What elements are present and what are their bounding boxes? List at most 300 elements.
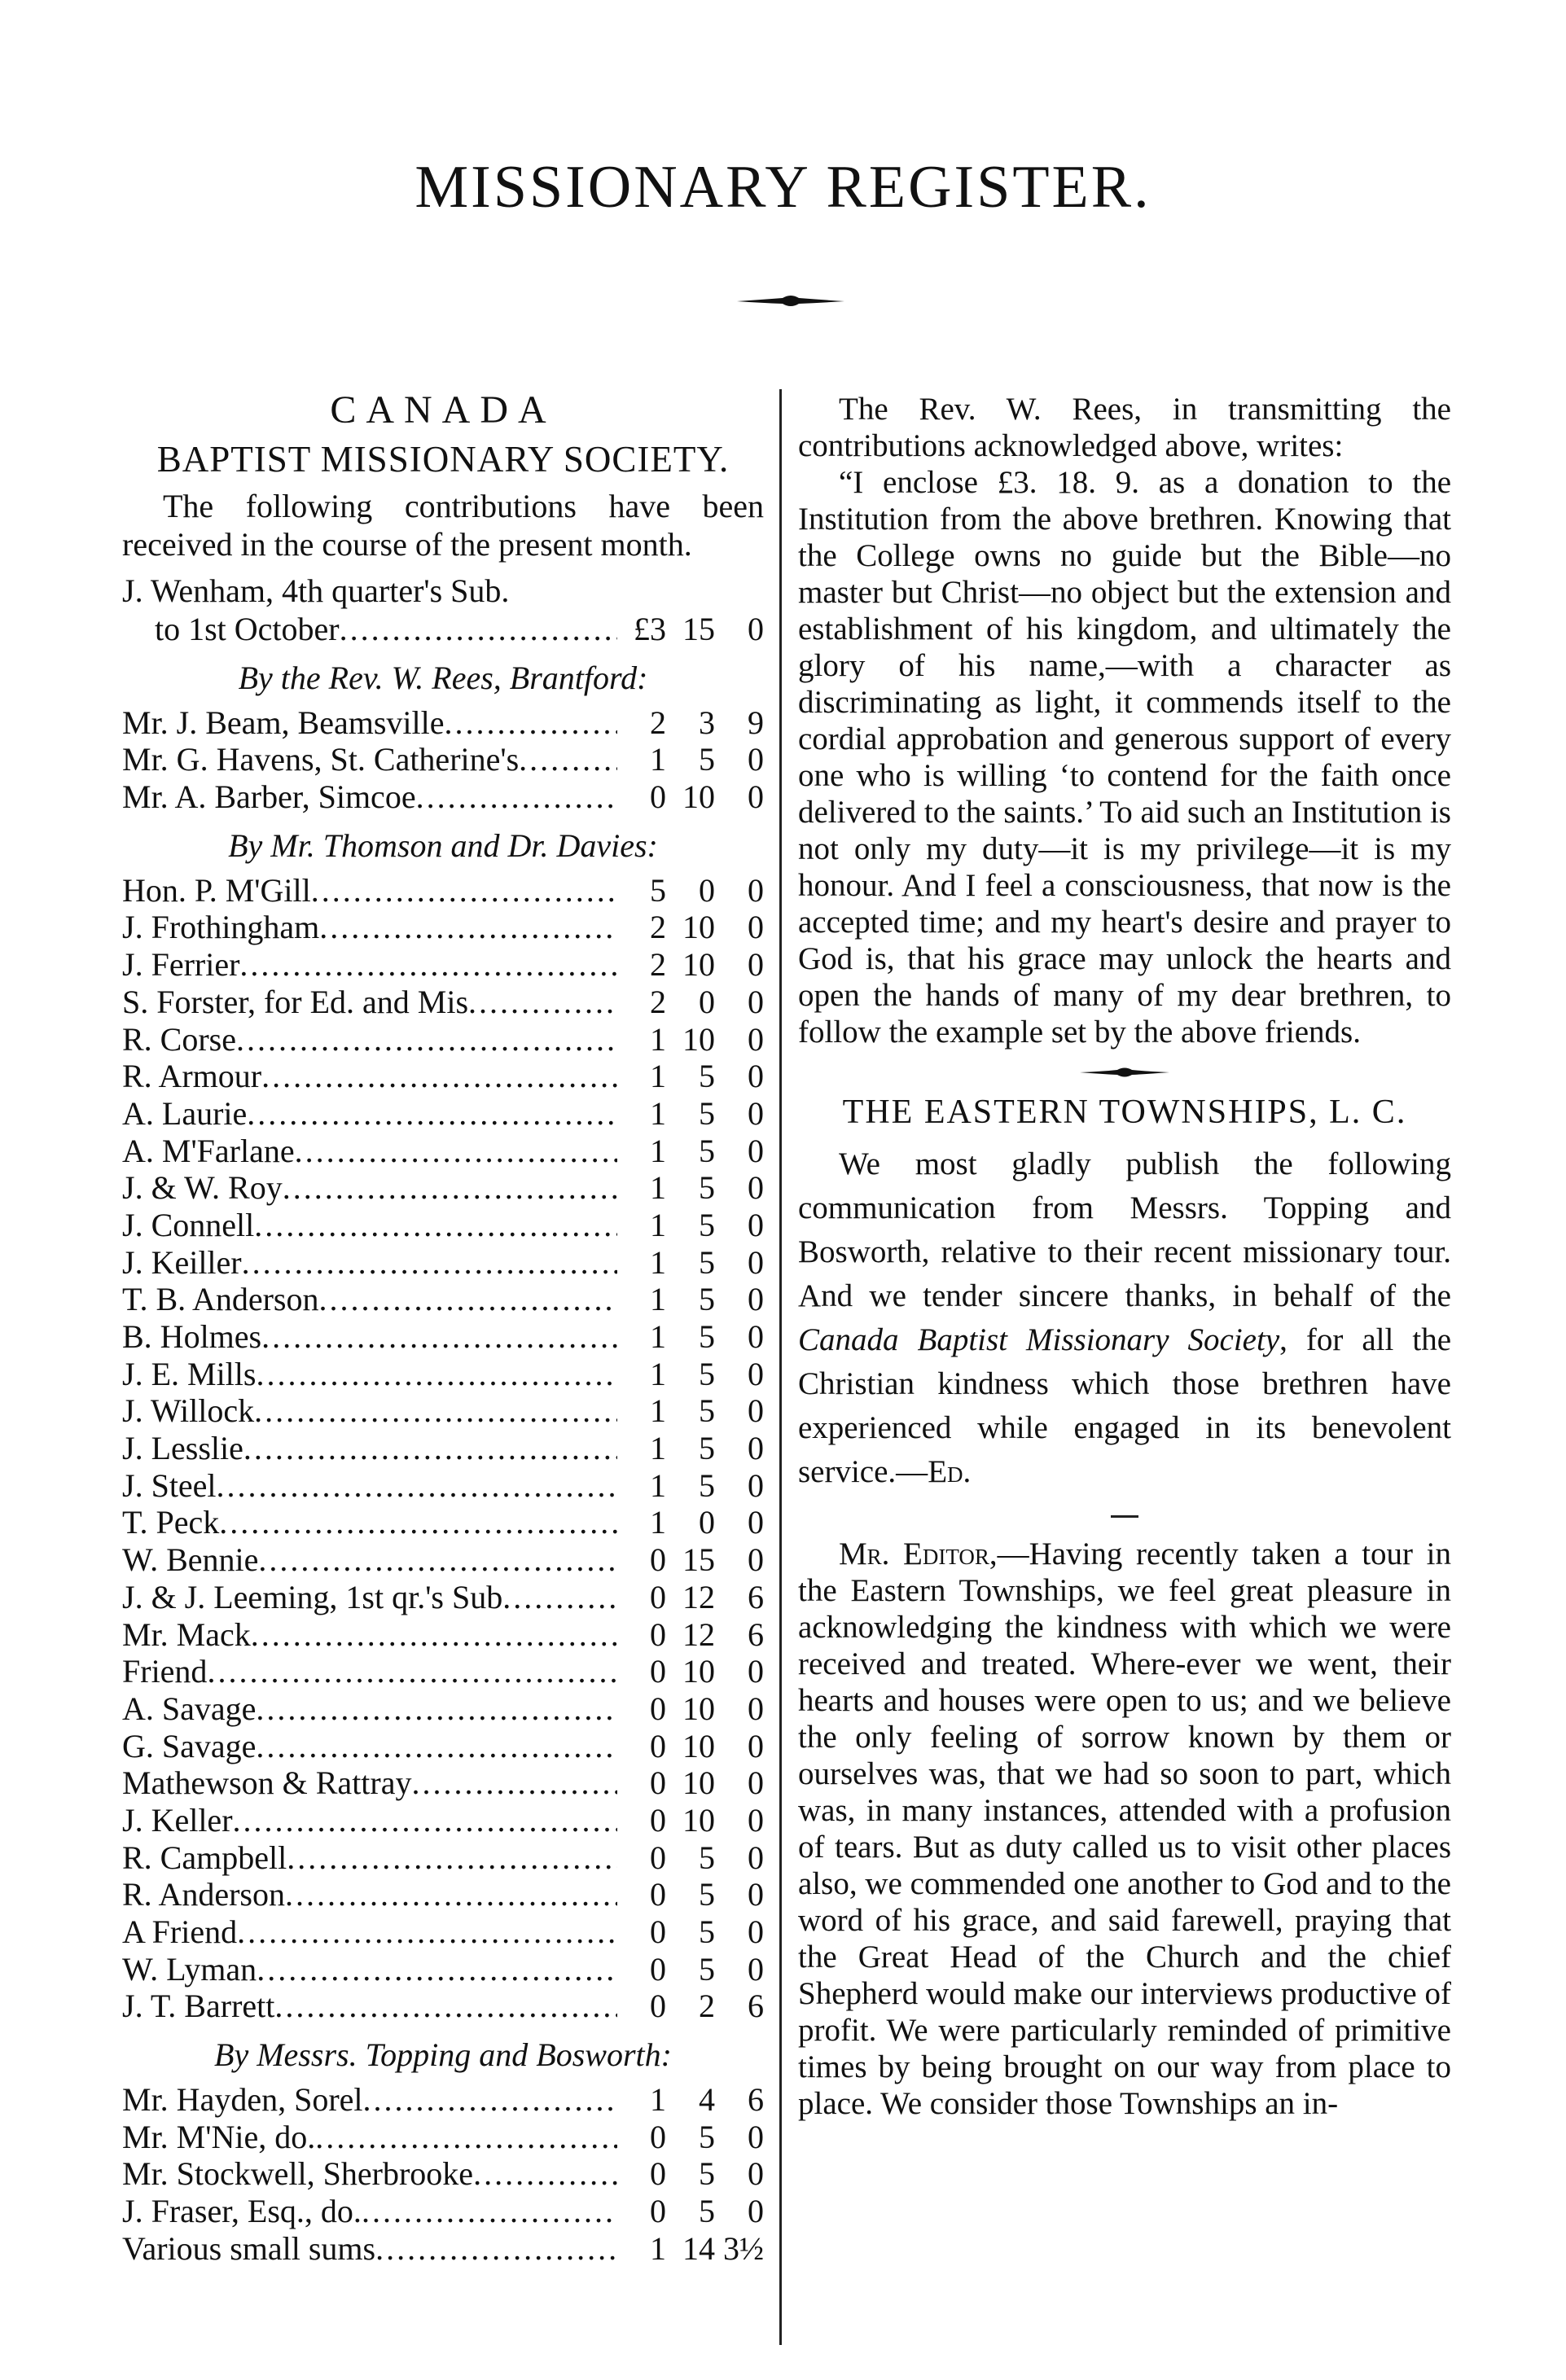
entry-amount	[617, 1950, 764, 1988]
entry-name: Hon. P. M'Gill	[122, 871, 311, 909]
entry-name: J. T. Barrett	[122, 1988, 275, 2025]
amount-pounds: 1	[650, 741, 666, 778]
ledger-row	[122, 1615, 764, 1653]
amount-pounds: 2	[650, 909, 666, 946]
entry-name: R. Corse	[122, 1020, 236, 1058]
leader-dots	[473, 2154, 617, 2193]
amount-pounds: 1	[650, 1094, 666, 1132]
editor-sign: Ed.	[928, 1454, 972, 1489]
entry-name: R. Campbell	[122, 1839, 287, 1876]
leader-dots	[258, 1541, 617, 1579]
leader-dots	[362, 2192, 617, 2230]
amount-shillings: 12	[682, 1615, 715, 1653]
amount-pence: 0	[748, 2155, 764, 2193]
leader-dots	[283, 1168, 617, 1207]
ledger-row	[122, 1987, 764, 2024]
entry-amount	[617, 2229, 764, 2268]
leader-dots	[251, 1615, 617, 1654]
leader-dots	[207, 1652, 617, 1690]
amount-pence: 6	[748, 2081, 764, 2119]
leader-dots	[257, 1950, 617, 1988]
entry-name: Friend	[122, 1653, 208, 1690]
ledger-row	[122, 2118, 764, 2155]
amount-pence: 0	[748, 2118, 764, 2155]
amount-pounds: 0	[650, 1727, 666, 1764]
amount-pence: 0	[748, 1392, 764, 1430]
entry-name: B. Holmes	[122, 1318, 262, 1355]
entry-amount	[617, 1466, 764, 1505]
ledger-row	[122, 1950, 764, 1988]
entry-name: W. Lyman	[122, 1950, 257, 1988]
amount-pence: 0	[748, 741, 764, 778]
amount-pence: 0	[748, 1430, 764, 1467]
leader-dots	[236, 1020, 617, 1059]
amount-pence: 0	[748, 778, 764, 816]
amount-shillings: 10	[682, 1764, 715, 1802]
amount-pence: 0	[748, 1132, 764, 1169]
amount-pounds: 1	[650, 1392, 666, 1430]
entry-amount	[617, 2154, 764, 2193]
amount-pence: 0	[748, 871, 764, 909]
amount-pounds: 1	[650, 1466, 666, 1504]
amount-pence: 6	[748, 1615, 764, 1653]
entry-name: R. Anderson	[122, 1876, 285, 1913]
amount-pence: 0	[748, 1281, 764, 1318]
amount-pence: 0	[748, 2193, 764, 2230]
amount-pence: 6	[748, 1988, 764, 2025]
amount-shillings: 10	[682, 946, 715, 984]
amount-pounds: 0	[650, 1839, 666, 1876]
group-heading-topping: By Messrs. Topping and Bosworth:	[214, 2036, 672, 2074]
amount-shillings: 5	[699, 1392, 715, 1430]
leader-dots	[256, 1690, 617, 1728]
intro-paragraph: The following contributions have been received in the course of the present month.	[122, 488, 764, 563]
entry-name: to 1st October	[155, 611, 340, 647]
entry-name: J. Ferrier	[122, 946, 240, 984]
amount-shillings: 4	[699, 2081, 715, 2119]
amount-pence: 0	[748, 1318, 764, 1355]
amount-pounds: 1	[650, 1243, 666, 1281]
leader-dots	[416, 778, 617, 816]
amount-shillings: 5	[699, 1950, 715, 1988]
entry-amount	[617, 1057, 764, 1095]
amount-pounds: 0	[650, 2118, 666, 2155]
amount-pounds: 0	[650, 1690, 666, 1727]
leader-dots	[247, 1094, 617, 1133]
entry-name: Various small sums	[122, 2229, 376, 2267]
entry-amount	[617, 1839, 764, 1877]
ledger-row	[122, 1355, 764, 1392]
amount-shillings: 5	[699, 1243, 715, 1281]
amount-pence: 0	[748, 1504, 764, 1541]
entry-amount	[617, 1094, 764, 1133]
amount-pence: 0	[748, 1801, 764, 1839]
amount-pence: 0	[748, 1690, 764, 1727]
leader-dots	[287, 1839, 617, 1877]
amount-pounds: 1	[650, 1318, 666, 1355]
amount-shillings: 5	[699, 1094, 715, 1132]
leader-dots	[243, 1429, 617, 1467]
amount-pence: 0	[748, 1020, 764, 1058]
leader-dots	[318, 1280, 617, 1318]
amount-pence: 0	[748, 1094, 764, 1132]
group-topping-list	[122, 2080, 764, 2266]
ledger-row	[122, 2154, 764, 2192]
ledger-row	[122, 1503, 764, 1541]
entry-name: J. Willock	[122, 1392, 255, 1430]
leader-dots	[519, 740, 617, 778]
heading-canada: CANADA	[330, 388, 556, 432]
amount-pounds: 0	[650, 1541, 666, 1579]
amount-shillings: 5	[699, 1355, 715, 1392]
ledger-row	[122, 1094, 764, 1132]
entry-name: J. Lesslie	[122, 1430, 243, 1467]
amount-pence: 0	[748, 946, 764, 984]
entry-amount	[617, 1280, 764, 1318]
amount-pence: 0	[748, 1541, 764, 1579]
ledger-row	[122, 610, 764, 647]
entry-name: A. Savage	[122, 1690, 257, 1727]
ledger-row	[122, 1317, 764, 1355]
entry-name: Mathewson & Rattray	[122, 1764, 412, 1802]
entry-amount	[617, 1429, 764, 1467]
entry-name: S. Forster, for Ed. and Mis	[122, 983, 469, 1020]
amount-pence: 0	[748, 1727, 764, 1764]
amount-pence: 0	[748, 909, 764, 946]
amount-shillings: 5	[699, 1132, 715, 1169]
leader-dots	[233, 1801, 617, 1839]
entry-amount	[617, 1503, 764, 1541]
ledger-row	[122, 908, 764, 945]
entry-name: W. Bennie	[122, 1541, 259, 1579]
entry-amount	[617, 778, 764, 816]
amount-shillings: 5	[699, 2193, 715, 2230]
entry-amount	[617, 1392, 764, 1430]
eastern-text-b: , for all the Christian kindness which those brethren have experienced while engaged in its benevolent service.—	[798, 1322, 1451, 1489]
ledger-row	[122, 1690, 764, 1727]
amount-pounds: 1	[650, 2229, 666, 2267]
leader-dots	[340, 610, 617, 648]
amount-shillings: 10	[682, 1727, 715, 1764]
amount-pence: 0	[748, 1466, 764, 1504]
entry-name: T. B. Anderson	[122, 1281, 319, 1318]
amount-shillings: 5	[699, 2155, 715, 2193]
entry-amount	[617, 1317, 764, 1356]
amount-shillings: 12	[682, 1578, 715, 1615]
amount-shillings: 10	[682, 778, 715, 816]
entry-name: R. Armour	[122, 1058, 262, 1095]
amount-pounds: 0	[650, 1913, 666, 1950]
amount-pence: 0	[748, 1169, 764, 1207]
amount-pounds: £3	[634, 611, 666, 647]
amount-pounds: 2	[650, 703, 666, 741]
amount-pounds: 0	[650, 2193, 666, 2230]
entry-amount	[617, 1801, 764, 1839]
entry-name: J. Connell	[122, 1206, 255, 1243]
ledger-row	[122, 1392, 764, 1429]
entry-amount	[617, 983, 764, 1021]
entry-amount	[617, 945, 764, 984]
leader-dots	[261, 1317, 617, 1356]
amount-pence: 0	[748, 1950, 764, 1988]
ledger-row	[122, 1020, 764, 1058]
entry-name: J. Fraser, Esq., do.	[122, 2193, 362, 2230]
ledger-row	[122, 1280, 764, 1317]
amount-pounds: 0	[650, 2155, 666, 2193]
eastern-intro-paragraph	[798, 1142, 1451, 1494]
entry-name: Mr. Mack	[122, 1615, 251, 1653]
entry-amount	[617, 740, 764, 778]
leader-dots	[261, 1057, 617, 1095]
ledger-row	[122, 1429, 764, 1466]
entry-name: J. Frothingham	[122, 909, 320, 946]
rees-letter-paragraph: “I enclose £3. 18. 9. as a donation to the Institution from the above brethren. Knowing that the College owns no guide but the Bible—no master but Christ—no object but the extension and establishment of his kingdom, and ultimately the glory of his name,—with a character as discriminating as light, it commends itself to the cordial approbation and generous support of every one who is willing ‘to contend for the faith once delivered to the saints.’ To aid such an Institution is not only my duty—it is my privilege—it is my honour. And I feel a consciousness, that now is the accepted time; and my heart's desire and prayer to God is, that his grace may unlock the hearts and open the hands of many of my dear brethren, to follow the example set by the above friends.	[798, 465, 1451, 1050]
letter-body: —Having recently taken a tour in the Eastern Townships, we feel great pleasure in acknowledging the kindness with which we were received and treated. Where-ever we went, their hearts and houses were open to us; and we believe the only feeling of sorrow known by them or ourselves was, that we had so soon to part, which was, in many instances, attended with a profusion of tears. But as duty called us to visit other places also, we commended one another to God and to the word of his grace, and said farewell, praying that the Great Head of the Church and the chief Shepherd would make our interviews productive of profit. We were particularly reminded of primitive times by being brought on our way from place to place. We consider those Townships an in-	[798, 1536, 1451, 2121]
amount-shillings: 10	[682, 909, 715, 946]
eastern-text-a: We most gladly publish the following communication from Messrs. Topping and Bosworth, relative to their recent missionary tour. And we tender sincere thanks, in behalf of the	[798, 1146, 1451, 1313]
amount-pounds: 0	[650, 778, 666, 816]
entry-amount	[617, 1615, 764, 1654]
amount-shillings: 5	[699, 1430, 715, 1467]
amount-pounds: 0	[650, 1801, 666, 1839]
entry-amount	[617, 2192, 764, 2230]
amount-shillings: 14	[682, 2229, 715, 2267]
entry-amount	[617, 908, 764, 946]
amount-shillings: 5	[699, 1169, 715, 1207]
page-title: MISSIONARY REGISTER.	[415, 154, 1151, 221]
amount-pounds: 0	[650, 1988, 666, 2025]
leader-dots	[217, 1466, 617, 1505]
amount-shillings: 5	[699, 1876, 715, 1913]
right-column	[798, 391, 1451, 2122]
ledger-row	[122, 1764, 764, 1801]
ledger-row	[122, 2229, 764, 2267]
entry-amount	[617, 1913, 764, 1951]
amount-pounds: 1	[650, 1281, 666, 1318]
entry-amount	[617, 1764, 764, 1802]
group-heading-rees: By the Rev. W. Rees, Brantford:	[238, 659, 648, 696]
rees-intro-paragraph: The Rev. W. Rees, in transmitting the contributions acknowledged above, writes:	[798, 392, 1451, 463]
ledger-row	[122, 1466, 764, 1504]
ledger-row	[122, 1839, 764, 1876]
ledger-row	[122, 740, 764, 778]
amount-pence: 0	[748, 1355, 764, 1392]
ledger-row	[122, 1132, 764, 1169]
amount-shillings: 5	[699, 1318, 715, 1355]
entry-name: A Friend	[122, 1913, 238, 1950]
entry-amount	[617, 1727, 764, 1765]
entry-amount	[617, 1541, 764, 1579]
ledger-row	[122, 2080, 764, 2118]
leader-dots	[311, 871, 617, 909]
amount-pence: 9	[748, 703, 764, 741]
entry-amount	[617, 1987, 764, 2025]
entry-amount	[617, 1355, 764, 1393]
entry-amount	[617, 1243, 764, 1282]
entry-amount	[617, 1132, 764, 1170]
heading-eastern-townships: THE EASTERN TOWNSHIPS, L. C.	[842, 1094, 1407, 1131]
entry-amount	[617, 2080, 764, 2119]
ledger-row	[122, 1875, 764, 1913]
amount-pounds: 1	[650, 1355, 666, 1392]
leader-dots	[502, 1578, 617, 1616]
entry-amount	[617, 1578, 764, 1616]
leader-dots	[254, 1392, 617, 1430]
entry-name: Mr. M'Nie, do.	[122, 2118, 316, 2155]
amount-pounds: 1	[650, 1430, 666, 1467]
ornament-rule-small-icon	[1080, 1065, 1169, 1080]
amount-shillings: 0	[699, 1504, 715, 1541]
amount-shillings: 5	[699, 1466, 715, 1504]
amount-shillings: 5	[699, 1839, 715, 1876]
amount-pence: 0	[748, 1206, 764, 1243]
amount-pounds: 1	[650, 1020, 666, 1058]
amount-pounds: 2	[650, 946, 666, 984]
leader-dots	[242, 1243, 617, 1282]
first-entry-line1: J. Wenham, 4th quarter's Sub.	[122, 572, 510, 609]
amount-pounds: 0	[650, 1876, 666, 1913]
amount-pence: 0	[748, 1058, 764, 1095]
amount-pounds: 1	[650, 2081, 666, 2119]
amount-shillings: 15	[682, 611, 715, 647]
ledger-row	[122, 703, 764, 741]
ledger-row	[122, 945, 764, 983]
amount-pence: 0	[748, 1913, 764, 1950]
amount-shillings: 10	[682, 1801, 715, 1839]
leader-dots	[468, 983, 617, 1021]
heading-society: BAPTIST MISSIONARY SOCIETY.	[156, 439, 730, 480]
amount-shillings: 15	[682, 1541, 715, 1579]
group-rees-list	[122, 703, 764, 815]
ledger-row	[122, 871, 764, 909]
amount-shillings: 10	[682, 1690, 715, 1727]
leader-dots	[237, 1913, 617, 1951]
amount-shillings: 2	[699, 1988, 715, 2025]
entry-name: Mr. G. Havens, St. Catherine's	[122, 741, 520, 778]
letter-salutation: Mr. Editor,	[839, 1536, 998, 1571]
entry-name: J. & W. Roy	[122, 1169, 283, 1207]
ledger-row	[122, 778, 764, 815]
ledger-row	[122, 1652, 764, 1690]
amount-shillings: 0	[699, 871, 715, 909]
leader-dots	[295, 1132, 617, 1170]
amount-pounds: 0	[650, 1615, 666, 1653]
amount-shillings: 10	[682, 1653, 715, 1690]
entry-amount	[617, 871, 764, 909]
short-divider	[1111, 1515, 1138, 1518]
ledger-row	[122, 1168, 764, 1206]
amount-shillings: 5	[699, 2118, 715, 2155]
amount-shillings: 10	[682, 1020, 715, 1058]
amount-pounds: 1	[650, 1504, 666, 1541]
amount-pence: 3½	[723, 2229, 764, 2267]
amount-shillings: 5	[699, 741, 715, 778]
entry-name: A. Laurie	[122, 1094, 248, 1132]
society-name: Canada Baptist Missionary Society	[798, 1322, 1280, 1357]
ledger-row	[122, 1801, 764, 1839]
amount-shillings: 3	[699, 703, 715, 741]
leader-dots	[445, 703, 617, 742]
entry-name: A. M'Farlane	[122, 1132, 295, 1169]
amount-pence: 0	[748, 1764, 764, 1802]
column-divider	[779, 389, 782, 2345]
entry-name: Mr. A. Barber, Simcoe	[122, 778, 416, 816]
letter-paragraph	[798, 1536, 1451, 2122]
entry-name: J. Keiller	[122, 1243, 242, 1281]
entry-name: J. Keller	[122, 1801, 233, 1839]
amount-pounds: 1	[650, 1058, 666, 1095]
ledger-row	[122, 2192, 764, 2229]
entry-name: Mr. Stockwell, Sherbrooke	[122, 2155, 474, 2193]
ledger-row	[122, 983, 764, 1020]
entry-amount	[617, 2118, 764, 2156]
entry-name: J. Steel	[122, 1466, 217, 1504]
leader-dots	[363, 2080, 617, 2119]
entry-name: G. Savage	[122, 1727, 257, 1764]
leader-dots	[256, 1727, 617, 1765]
ledger-row	[122, 1727, 764, 1764]
amount-pounds: 1	[650, 1206, 666, 1243]
ledger-row	[122, 1541, 764, 1578]
amount-pence: 0	[748, 983, 764, 1020]
entry-amount	[617, 1652, 764, 1690]
amount-shillings: 5	[699, 1206, 715, 1243]
ledger-row	[122, 1913, 764, 1950]
entry-amount	[617, 1020, 764, 1059]
amount-pounds: 5	[650, 871, 666, 909]
leader-dots	[412, 1764, 618, 1802]
amount-pence: 0	[748, 1839, 764, 1876]
ledger-row	[122, 1243, 764, 1281]
ledger-row	[122, 1206, 764, 1243]
leader-dots	[285, 1875, 617, 1913]
entry-name: J. & J. Leeming, 1st qr.'s Sub	[122, 1578, 503, 1615]
leader-dots	[315, 2118, 617, 2156]
amount-pounds: 0	[650, 1653, 666, 1690]
ledger-row	[122, 1578, 764, 1615]
amount-shillings: 5	[699, 1281, 715, 1318]
amount-pence: 0	[748, 1876, 764, 1913]
entry-amount	[617, 610, 764, 648]
amount-pounds: 0	[650, 1578, 666, 1615]
entry-amount	[617, 1690, 764, 1728]
entry-amount	[617, 1875, 764, 1913]
entry-name: T. Peck	[122, 1504, 220, 1541]
amount-pounds: 1	[650, 1132, 666, 1169]
amount-pounds: 0	[650, 1950, 666, 1988]
amount-shillings: 5	[699, 1913, 715, 1950]
first-entry	[122, 572, 764, 647]
entry-name: J. E. Mills	[122, 1355, 257, 1392]
leader-dots	[219, 1503, 617, 1541]
leader-dots	[254, 1206, 617, 1244]
entry-amount	[617, 703, 764, 742]
entry-name: Mr. Hayden, Sorel	[122, 2081, 363, 2119]
amount-pounds: 1	[650, 1169, 666, 1207]
amount-shillings: 5	[699, 1058, 715, 1095]
entry-amount	[617, 1168, 764, 1207]
amount-pence: 6	[748, 1578, 764, 1615]
leader-dots	[274, 1987, 617, 2025]
entry-name: Mr. J. Beam, Beamsville	[122, 703, 445, 741]
group-thomson-list	[122, 871, 764, 2024]
ornament-rule-icon	[737, 291, 844, 309]
leader-dots	[375, 2229, 617, 2268]
leader-dots	[239, 945, 617, 984]
amount-pence: 0	[748, 1243, 764, 1281]
amount-pounds: 0	[650, 1764, 666, 1802]
amount-pence: 0	[748, 611, 764, 647]
